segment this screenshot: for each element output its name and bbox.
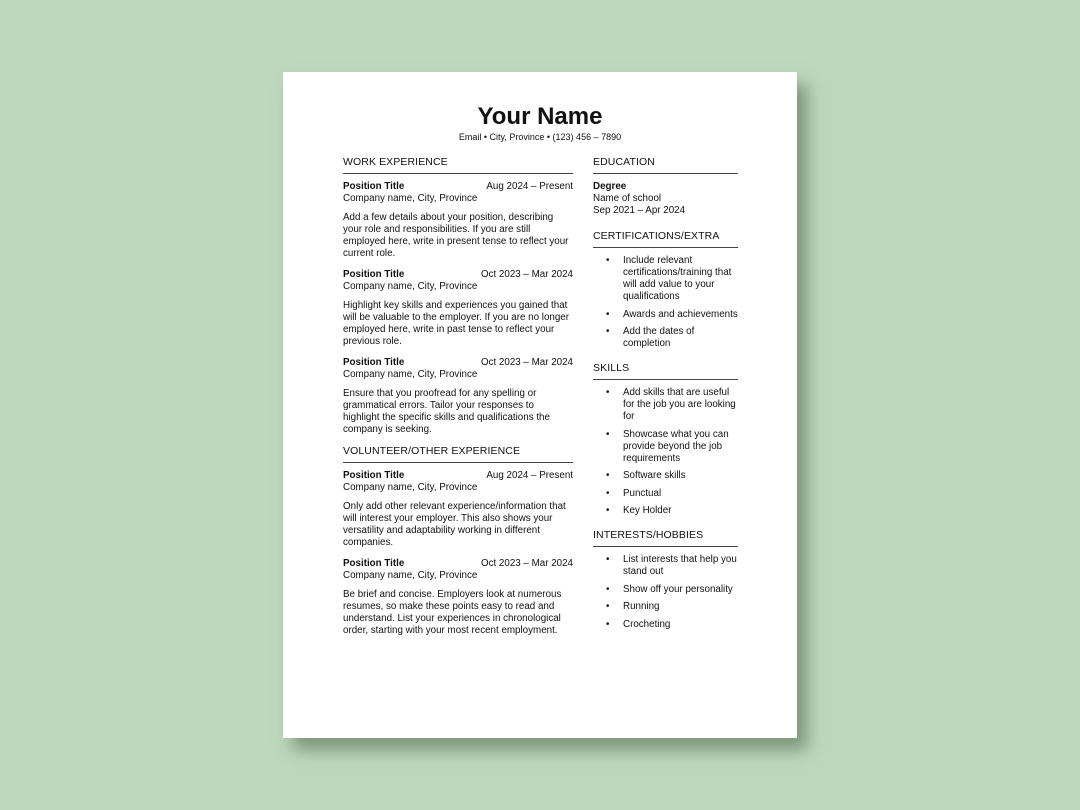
job-title: Position Title xyxy=(343,357,405,368)
job-description: Highlight key skills and experiences you gained that will be valuable to the employer. If you are no longer employed here, write in past tense to reflect your previous role. xyxy=(343,300,570,347)
job-title: Position Title xyxy=(343,470,405,481)
job-title: Position Title xyxy=(343,558,405,569)
job-company: Company name, City, Province xyxy=(343,193,478,204)
job-dates: Oct 2023 – Mar 2024 xyxy=(480,558,573,569)
job-description: Ensure that you proofread for any spelling or grammatical errors. Tailor your responses to highlight the specific skills and qualifications the company is seeking. xyxy=(343,388,550,435)
list-item: • List interests that help you stand out xyxy=(606,554,737,577)
contact-line: Email • City, Province • (123) 456 – 7890 xyxy=(458,132,622,142)
bullet-icon: • xyxy=(606,583,610,595)
bullet-icon: • xyxy=(606,470,610,481)
skills-list xyxy=(593,387,738,517)
resume-page xyxy=(283,72,797,738)
list-item: • Awards and achievements xyxy=(606,308,738,320)
bullet-icon: • xyxy=(606,601,610,612)
job-company: Company name, City, Province xyxy=(343,369,478,380)
education-entry xyxy=(593,181,738,217)
right-column xyxy=(593,156,738,643)
education-degree: Degree xyxy=(593,181,627,192)
job-dates: Oct 2023 – Mar 2024 xyxy=(480,269,573,280)
list-item: • Software skills xyxy=(606,470,686,481)
education-school: Name of school xyxy=(593,193,662,204)
job-description: Add a few details about your position, describing your role and responsibilities. If you are still employed here, write in present tense to reflect your current role. xyxy=(343,212,569,259)
list-item: • Add the dates of completion xyxy=(606,326,695,349)
bullet-icon: • xyxy=(606,255,610,266)
certifications-heading: CERTIFICATIONS/EXTRA xyxy=(593,230,738,248)
bullet-icon: • xyxy=(606,387,610,398)
job-dates: Aug 2024 – Present xyxy=(486,470,573,481)
job-company: Company name, City, Province xyxy=(343,570,478,581)
volunteer-experience-heading: VOLUNTEER/OTHER EXPERIENCE xyxy=(343,445,573,463)
education-heading: EDUCATION xyxy=(593,156,738,174)
bullet-icon: • xyxy=(606,326,610,337)
job-dates: Aug 2024 – Present xyxy=(486,181,573,192)
job-description: Be brief and concise. Employers look at numerous resumes, so make these points easy to read and understand. List your experiences in chronological order, starting with your most recent employment. xyxy=(343,589,562,636)
list-item: • Showcase what you can provide beyond the job requirements xyxy=(606,428,729,464)
bullet-icon: • xyxy=(606,618,610,630)
list-item: • Show off your personality xyxy=(606,583,733,595)
education-dates: Sep 2021 – Apr 2024 xyxy=(593,205,686,216)
bullet-icon: • xyxy=(606,505,610,516)
job-company: Company name, City, Province xyxy=(343,482,478,493)
left-column xyxy=(343,156,573,646)
job-description: Only add other relevant experience/information that will interest your employer. This also shows your versatility and adaptability working in different companies. xyxy=(343,501,566,548)
work-experience-heading: WORK EXPERIENCE xyxy=(343,156,573,174)
job-dates: Oct 2023 – Mar 2024 xyxy=(480,357,573,368)
interests-list xyxy=(593,554,738,631)
list-item: • Crocheting xyxy=(606,618,671,630)
bullet-icon: • xyxy=(606,554,610,565)
list-item: • Key Holder xyxy=(606,505,672,516)
bullet-icon: • xyxy=(606,308,610,320)
job-company: Company name, City, Province xyxy=(343,281,478,292)
work-job xyxy=(343,269,573,348)
bullet-icon: • xyxy=(606,487,610,499)
skills-heading: SKILLS xyxy=(593,362,738,380)
resume-name: Your Name xyxy=(477,103,603,130)
certifications-list xyxy=(593,255,738,350)
bullet-icon: • xyxy=(606,428,610,440)
volunteer-job xyxy=(343,470,573,549)
list-item: • Running xyxy=(606,601,660,612)
volunteer-job xyxy=(343,558,573,637)
list-item: • Include relevant certifications/training that will add value to your qualifications xyxy=(606,255,732,302)
work-job xyxy=(343,181,573,260)
interests-heading: INTERESTS/HOBBIES xyxy=(593,529,738,547)
job-title: Position Title xyxy=(343,269,405,280)
list-item: • Punctual xyxy=(606,487,662,499)
list-item: • Add skills that are useful for the job you are looking for xyxy=(606,387,736,422)
work-job xyxy=(343,357,573,436)
job-title: Position Title xyxy=(343,181,405,192)
